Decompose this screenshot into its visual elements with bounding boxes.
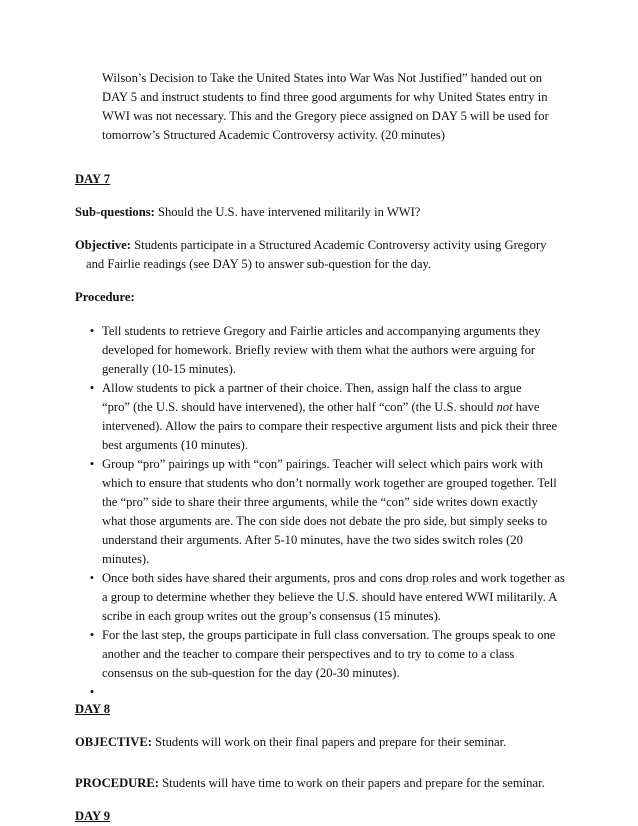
list-item-line: generally (10-15 minutes). <box>102 362 236 376</box>
list-item-line: the “pro” side to share their three arguments, while the “con” side writes down exactly <box>102 495 538 509</box>
objective-label: OBJECTIVE: <box>75 735 152 749</box>
list-item-line: which to ensure that students who don’t normally work together are grouped together. Tell <box>102 476 557 490</box>
list-item-line: Allow students to pick a partner of their choice. Then, assign half the class to argue <box>102 381 522 395</box>
objective-line <box>75 236 546 255</box>
bullet-icon: • <box>89 457 95 471</box>
list-item-line: best arguments (10 minutes). <box>102 438 248 452</box>
list-item-line: understand their arguments. After 5-10 minutes, have the two sides switch roles (20 <box>102 533 523 547</box>
list-item-line <box>102 398 540 417</box>
day8-heading: DAY 8 <box>75 702 111 716</box>
intro-line: WWI was not necessary. This and the Gregory piece assigned on DAY 5 will be used for <box>102 109 549 123</box>
intro-line: Wilson’s Decision to Take the United States into War Was Not Justified” handed out on <box>102 71 543 85</box>
list-item-line: what those arguments are. The con side does not debate the pro side, but simply seeks to <box>102 514 548 528</box>
list-item-line: consensus on the sub-question for the day (20-30 minutes). <box>102 666 400 680</box>
line-text: “pro” (the U.S. should have intervened), the other half “con” (the U.S. should <box>102 400 497 414</box>
day9-heading: DAY 9 <box>75 809 111 823</box>
bullet-icon: • <box>89 324 95 338</box>
day7-subquestions <box>75 203 420 222</box>
list-item-line: developed for homework. Briefly review with them what the authors were arguing for <box>102 343 536 357</box>
emphasis-text: not <box>496 400 513 414</box>
list-item-line: Tell students to retrieve Gregory and Fairlie articles and accompanying arguments they <box>102 324 541 338</box>
subquestions-label: Sub-questions: <box>75 205 155 219</box>
day8-objective <box>75 733 506 752</box>
bullet-icon: • <box>89 685 95 699</box>
intro-line: DAY 5 and instruct students to find three good arguments for why United States entry in <box>102 90 548 104</box>
list-item-line: minutes). <box>102 552 150 566</box>
objective-text: Students participate in a Structured Academic Controversy activity using Gregory <box>130 238 547 252</box>
list-item-line: scribe in each group writes out the group’s consensus (15 minutes). <box>102 609 441 623</box>
bullet-icon: • <box>89 571 95 585</box>
procedure-label: PROCEDURE: <box>75 776 159 790</box>
subquestions-text: Should the U.S. have intervened militarily in WWI? <box>154 205 421 219</box>
bullet-icon: • <box>89 628 95 642</box>
procedure-label: Procedure: <box>75 290 135 304</box>
procedure-text: Students will have time to work on their papers and prepare for the seminar. <box>158 776 545 790</box>
objective-text: Students will work on their final papers and prepare for their seminar. <box>151 735 507 749</box>
list-item-line: another and the teacher to compare their perspectives and to try to come to a class <box>102 647 515 661</box>
list-item-line: intervened). Allow the pairs to compare their respective argument lists and pick their three <box>102 419 558 433</box>
day8-procedure <box>75 774 545 793</box>
list-item-line: a group to determine whether they believe the U.S. should have entered WWI militarily. A <box>102 590 558 604</box>
intro-line: tomorrow’s Structured Academic Controversy activity. (20 minutes) <box>102 128 445 142</box>
objective-line: and Fairlie readings (see DAY 5) to answer sub-question for the day. <box>86 257 432 271</box>
line-text: have <box>512 400 540 414</box>
day7-heading: DAY 7 <box>75 172 111 186</box>
list-item-line: Once both sides have shared their arguments, pros and cons drop roles and work together as <box>102 571 565 585</box>
list-item-line: For the last step, the groups participate in full class conversation. The groups speak to one <box>102 628 556 642</box>
list-item-line: Group “pro” pairings up with “con” pairings. Teacher will select which pairs work with <box>102 457 543 471</box>
bullet-icon: • <box>89 381 95 395</box>
objective-label: Objective: <box>75 238 131 252</box>
